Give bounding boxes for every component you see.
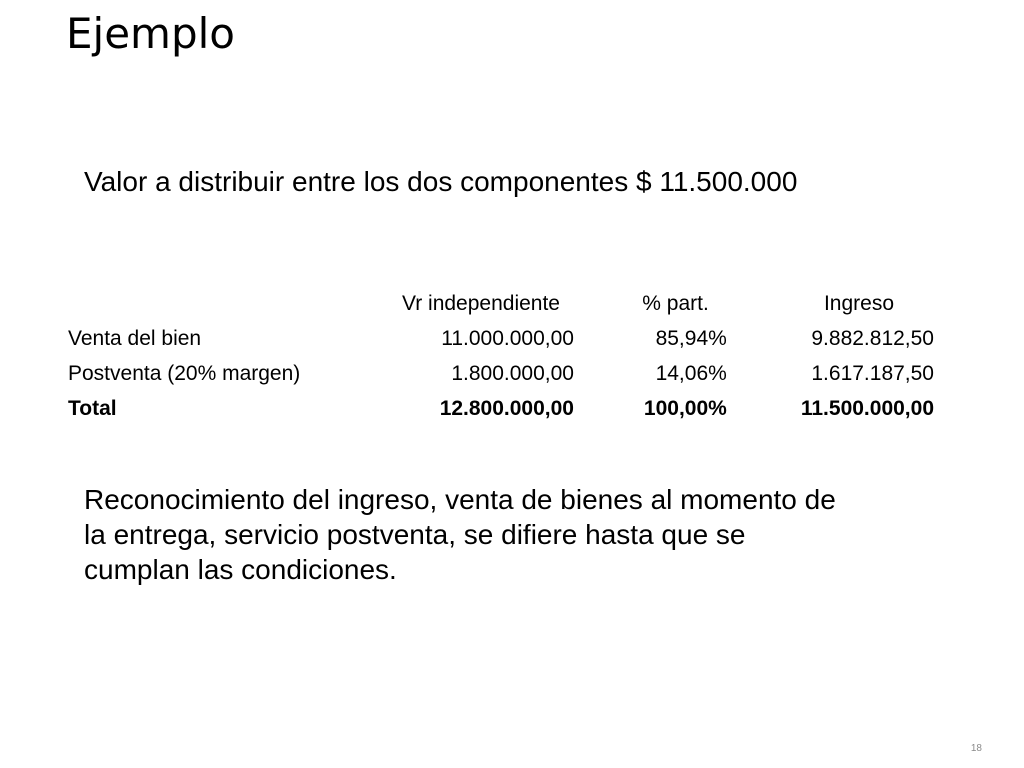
table-header-ingreso: Ingreso [823,292,894,315]
slide-title: Ejemplo [66,9,235,58]
row-ingreso: 9.882.812,50 [811,327,934,350]
row-label: Postventa (20% margen) [68,362,301,385]
page-number: 18 [970,743,982,754]
total-part: 100,00% [643,397,727,420]
table-header-label [68,286,346,321]
row-ingreso: 1.617.187,50 [811,362,934,385]
row-vr-independiente: 11.000.000,00 [441,327,574,350]
row-part: 14,06% [655,362,727,385]
total-vr-independiente: 12.800.000,00 [439,397,574,420]
table-row [68,356,934,391]
distribution-table [68,286,934,426]
row-label: Venta del bien [68,327,202,350]
table-header-row [68,286,934,321]
total-label: Total [68,397,117,420]
intro-text: Valor a distribuir entre los dos componentes $ 11.500.000 [84,166,798,197]
row-vr-independiente: 1.800.000,00 [451,362,574,385]
table-row [68,321,934,356]
conclusion-text: Reconocimiento del ingreso, venta de bienes al momento de la entrega, servicio postventa, se difiere hasta que se cumplan las condiciones. [84,484,836,585]
table-header-vr-independiente: Vr independiente [401,292,560,315]
total-ingreso: 11.500.000,00 [800,397,934,420]
table-header-part: % part. [642,292,709,315]
table-total-row [68,391,934,426]
row-part: 85,94% [655,327,727,350]
